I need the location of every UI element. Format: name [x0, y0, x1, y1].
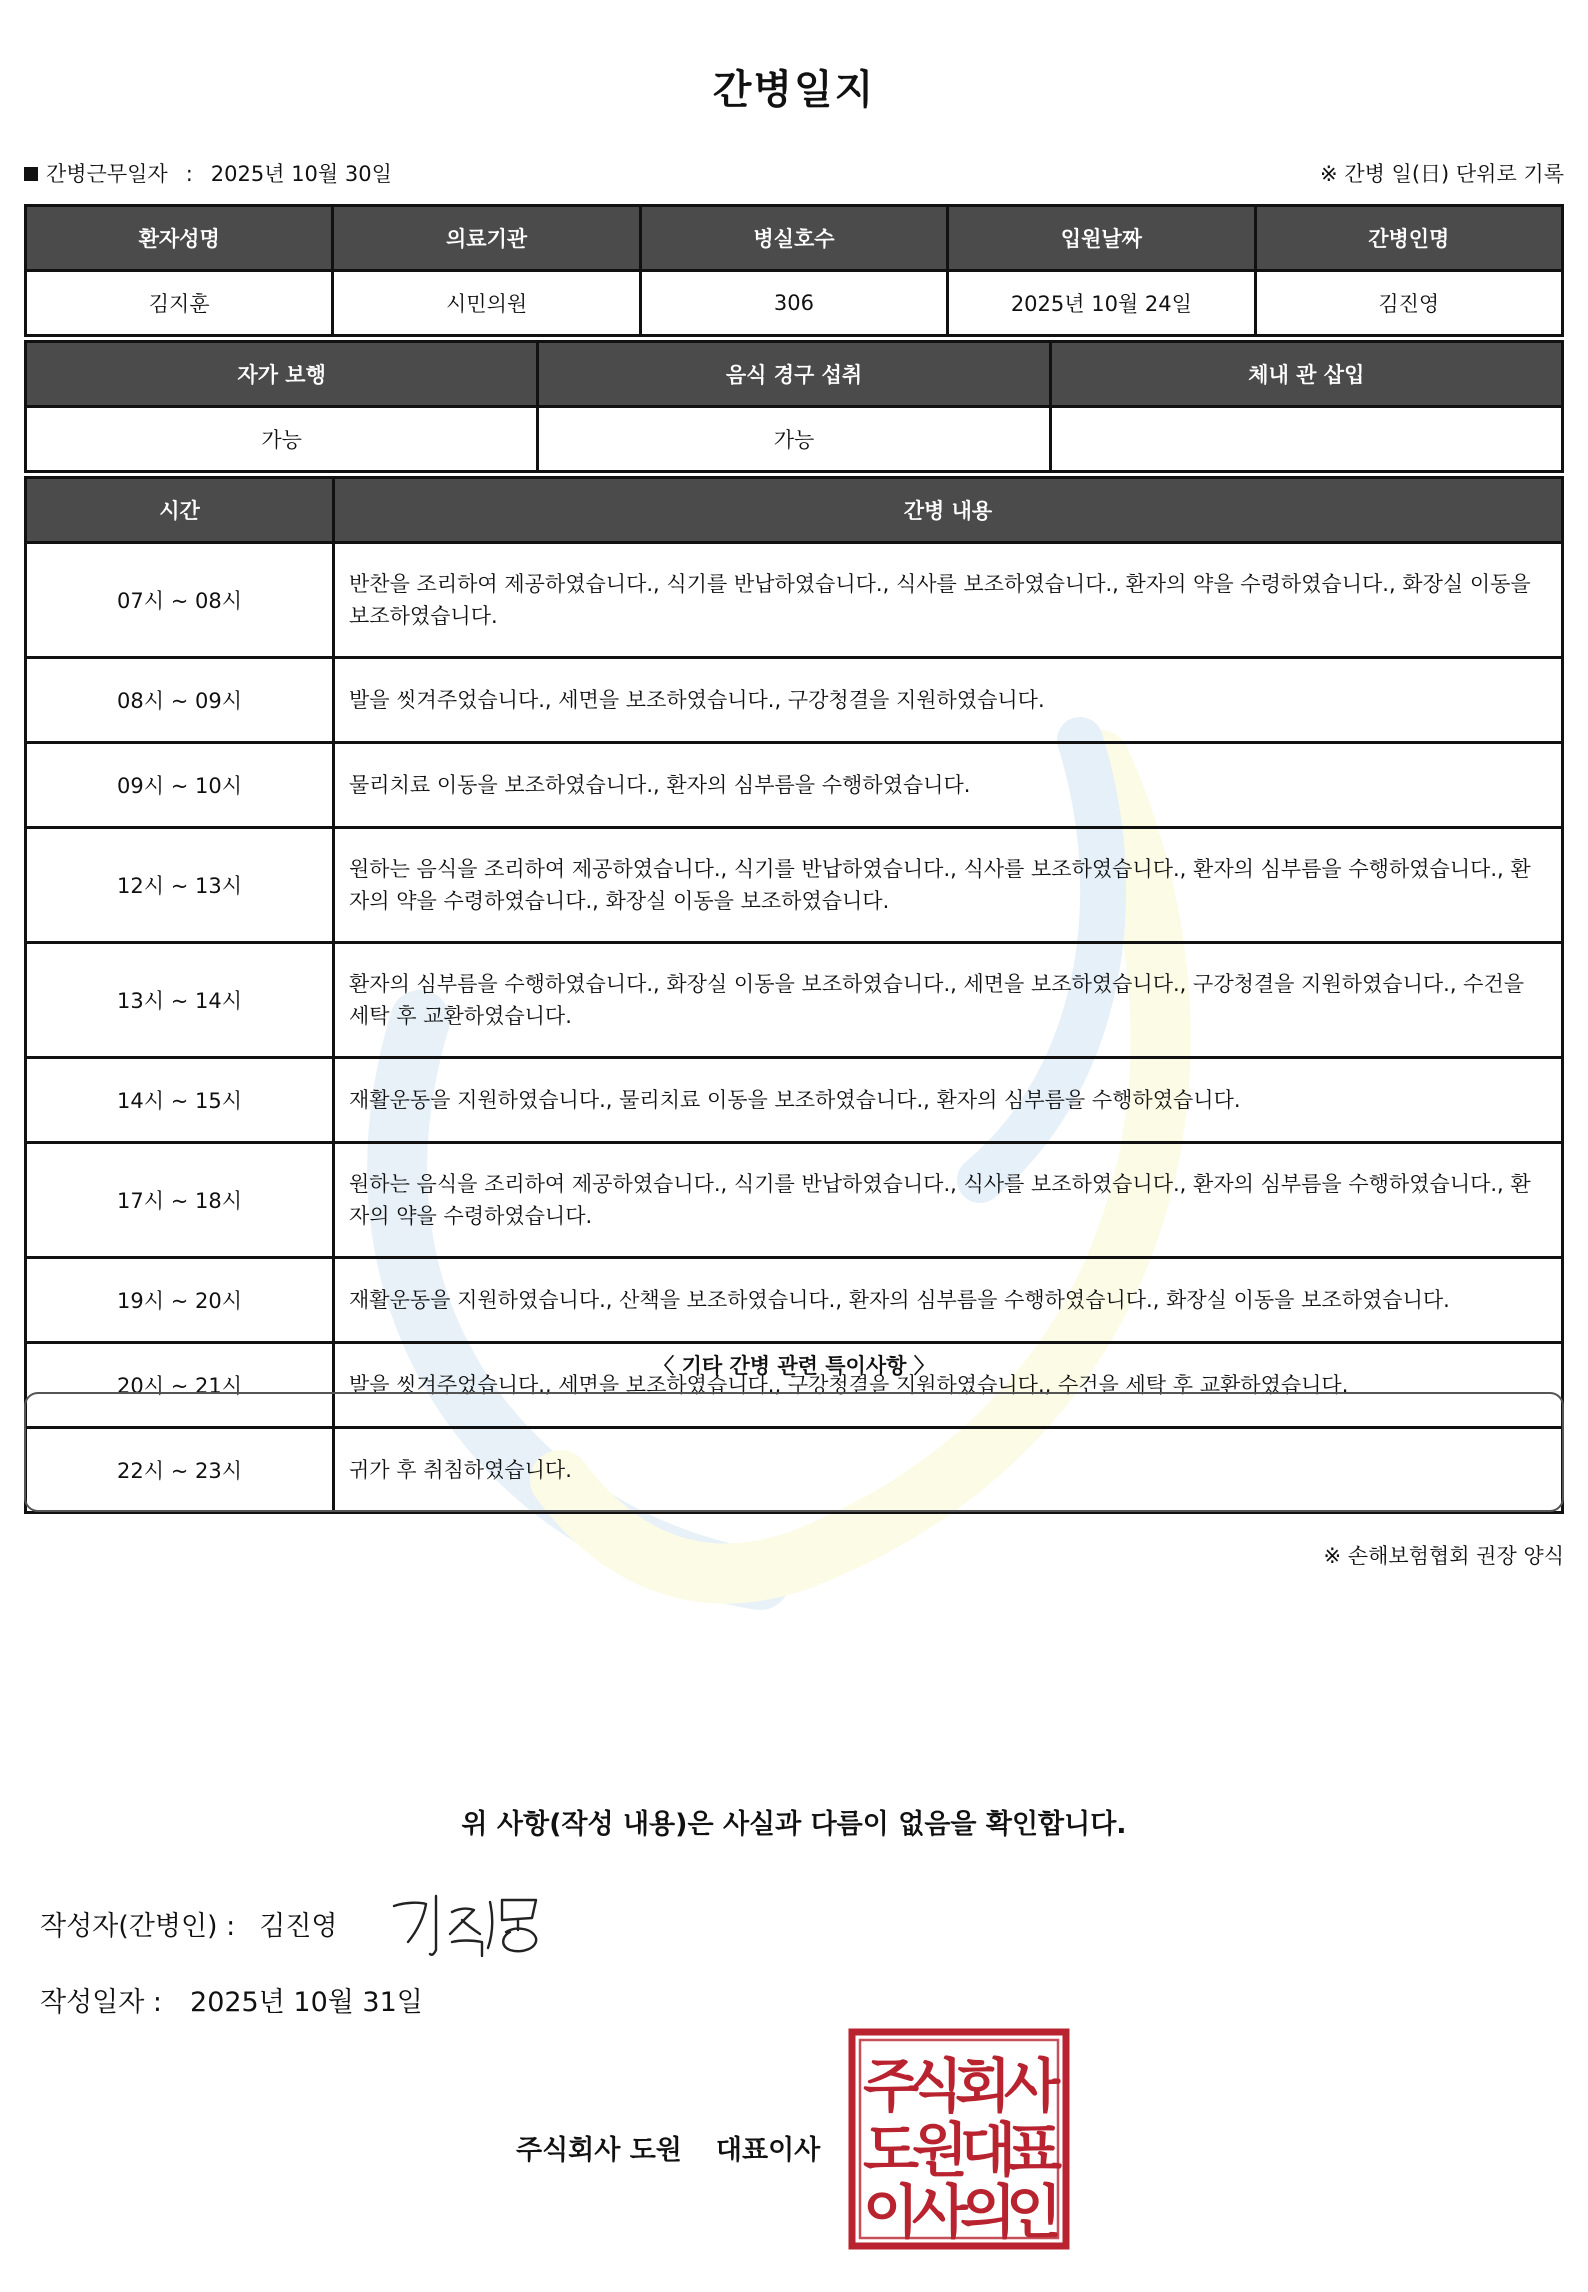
table-row — [26, 1258, 1563, 1343]
writer-name: 김진영 — [259, 1911, 338, 1942]
company-line — [516, 2128, 820, 2167]
log-content: 물리치료 이동을 보조하였습니다., 환자의 심부름을 수행하였습니다. — [334, 743, 1563, 828]
header-oral-intake: 음식 경구 섭취 — [538, 342, 1050, 407]
log-content: 원하는 음식을 조리하여 제공하였습니다., 식기를 반납하였습니다., 식사를 보조하였습니다., 환자의 심부름을 수행하였습니다., 환자의 약을 수령하였습니다., 화장실 이동을 보조하였습니다. — [334, 828, 1563, 943]
svg-text:주: 주 — [862, 2052, 920, 2120]
tube-insertion-value — [1050, 407, 1562, 472]
log-content: 재활운동을 지원하였습니다., 산책을 보조하였습니다., 환자의 심부름을 수행하였습니다., 화장실 이동을 보조하였습니다. — [334, 1258, 1563, 1343]
table-row — [26, 943, 1563, 1058]
table-row — [26, 1058, 1563, 1143]
svg-text:표: 표 — [1005, 2116, 1063, 2184]
room-number: 306 — [640, 271, 947, 336]
svg-text:의: 의 — [959, 2178, 1017, 2246]
header-institution: 의료기관 — [333, 206, 640, 271]
self-walking-value: 가능 — [26, 407, 538, 472]
oral-intake-value: 가능 — [538, 407, 1050, 472]
svg-text:도: 도 — [862, 2116, 920, 2184]
header-patient-name: 환자성명 — [26, 206, 333, 271]
log-content: 발을 씻겨주었습니다., 세면을 보조하였습니다., 구강청결을 지원하였습니다. — [334, 658, 1563, 743]
writer-label: 작성자(간병인) : — [40, 1911, 236, 1942]
work-date-colon: : — [185, 162, 193, 186]
write-date-label: 작성일자 : — [40, 1987, 163, 2018]
remarks-title: 〈 기타 간병 관련 특이사항 〉 — [653, 1354, 935, 1378]
header-room-number: 병실호수 — [640, 206, 947, 271]
table-row — [26, 658, 1563, 743]
header-tube-insertion: 체내 관 삽입 — [1050, 342, 1562, 407]
write-date-line — [40, 1980, 423, 2019]
log-time: 08시 ~ 09시 — [26, 658, 334, 743]
svg-text:사: 사 — [911, 2178, 969, 2246]
table-row — [26, 543, 1563, 658]
writer-line — [40, 1904, 338, 1943]
log-content: 환자의 심부름을 수행하였습니다., 화장실 이동을 보조하였습니다., 세면을 보조하였습니다., 구강청결을 지원하였습니다., 수건을 세탁 후 교환하였습니다. — [334, 943, 1563, 1058]
signature-image — [386, 1890, 556, 1962]
svg-text:회: 회 — [954, 2052, 1012, 2120]
form-note: ※ 손해보험협회 권장 양식 — [1323, 1544, 1564, 1568]
confirmation-statement: 위 사항(작성 내용)은 사실과 다름이 없음을 확인합니다. — [461, 1809, 1127, 1840]
svg-text:인: 인 — [1005, 2178, 1063, 2246]
document-title: 간병일지 — [712, 67, 876, 113]
admission-date: 2025년 10월 24일 — [948, 271, 1255, 336]
log-time: 13시 ~ 14시 — [26, 943, 334, 1058]
table-row — [26, 743, 1563, 828]
caregiver-name: 김진영 — [1255, 271, 1562, 336]
institution: 시민의원 — [333, 271, 640, 336]
log-content: 발을 씻겨주었습니다., 세면을 보조하였습니다., 구강청결을 지원하였습니다., 수건을 세탁 후 교환하였습니다. — [334, 1343, 1563, 1428]
log-time: 07시 ~ 08시 — [26, 543, 334, 658]
log-content: 반찬을 조리하여 제공하였습니다., 식기를 반납하였습니다., 식사를 보조하였습니다., 환자의 약을 수령하였습니다., 화장실 이동을 보조하였습니다. — [334, 543, 1563, 658]
company-seal-stamp — [846, 2026, 1072, 2252]
square-bullet-icon — [24, 167, 38, 181]
header-caregiver-name: 간병인명 — [1255, 206, 1562, 271]
svg-text:대: 대 — [959, 2116, 1017, 2184]
table-row — [26, 828, 1563, 943]
header-self-walking: 자가 보행 — [26, 342, 538, 407]
header-time: 시간 — [26, 478, 334, 543]
header-admission-date: 입원날짜 — [948, 206, 1255, 271]
header-care-content: 간병 내용 — [334, 478, 1563, 543]
svg-text:이: 이 — [862, 2178, 920, 2246]
svg-text:식: 식 — [906, 2052, 964, 2120]
record-note: ※ 간병 일(日) 단위로 기록 — [1320, 162, 1564, 186]
log-content: 원하는 음식을 조리하여 제공하였습니다., 식기를 반납하였습니다., 식사를 보조하였습니다., 환자의 심부름을 수행하였습니다., 환자의 약을 수령하였습니다. — [334, 1143, 1563, 1258]
work-date — [24, 158, 392, 188]
log-time: 14시 ~ 15시 — [26, 1058, 334, 1143]
work-date-label: 간병근무일자 — [46, 162, 168, 186]
table-row — [26, 1143, 1563, 1258]
patient-info-table — [24, 204, 1564, 337]
patient-name: 김지훈 — [26, 271, 333, 336]
log-content: 재활운동을 지원하였습니다., 물리치료 이동을 보조하였습니다., 환자의 심부름을 수행하였습니다. — [334, 1058, 1563, 1143]
log-content: 귀가 후 취침하였습니다. — [334, 1428, 1563, 1513]
work-date-value: 2025년 10월 30일 — [210, 162, 392, 186]
svg-text:사: 사 — [1003, 2052, 1061, 2120]
patient-status-table — [24, 340, 1564, 473]
meta-row — [24, 158, 1564, 188]
company-name: 주식회사 도원 — [516, 2135, 682, 2166]
log-time: 19시 ~ 20시 — [26, 1258, 334, 1343]
write-date-value: 2025년 10월 31일 — [190, 1987, 423, 2018]
representative-title: 대표이사 — [715, 2135, 821, 2166]
log-time: 17시 ~ 18시 — [26, 1143, 334, 1258]
log-time: 12시 ~ 13시 — [26, 828, 334, 943]
log-time: 22시 ~ 23시 — [26, 1428, 334, 1513]
svg-text:원: 원 — [911, 2116, 969, 2184]
log-time: 20시 ~ 21시 — [26, 1343, 334, 1428]
log-time: 09시 ~ 10시 — [26, 743, 334, 828]
remarks-box — [24, 1392, 1564, 1512]
